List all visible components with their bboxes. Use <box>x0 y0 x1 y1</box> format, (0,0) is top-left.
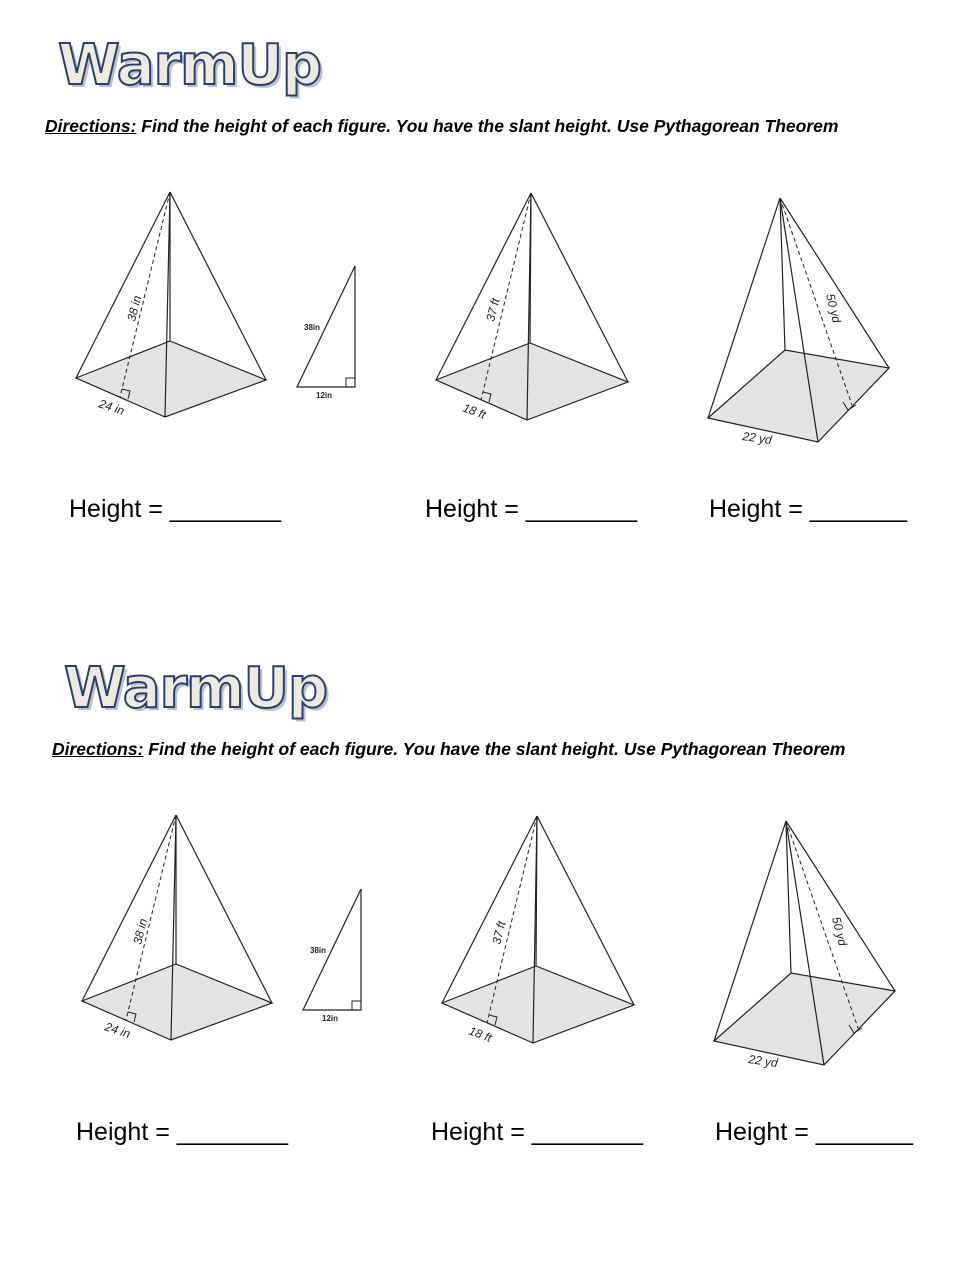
height-answer-3[interactable]: Height = _______ <box>709 495 908 523</box>
right-triangle <box>297 266 355 400</box>
base-label-1: 24 in <box>103 1019 133 1041</box>
height-answer-1[interactable]: Height = ________ <box>76 1118 288 1146</box>
pyramid-1 <box>82 815 272 1041</box>
directions-label: Directions: <box>52 739 144 759</box>
directions-text: Find the height of each figure. You have the slant height. Use Pythagorean Theorem <box>136 116 839 136</box>
base-label-3: 22 yd <box>741 429 773 448</box>
base-label-2: 18 ft <box>466 1023 494 1045</box>
triangle-leg-label: 12in <box>322 1014 339 1023</box>
warmup-section-2 <box>0 623 979 1253</box>
base-label-2: 18 ft <box>460 400 488 422</box>
height-answer-2[interactable]: Height = ________ <box>425 495 637 523</box>
slant-label-1: 38 in <box>124 294 145 323</box>
pyramid-3 <box>714 821 895 1070</box>
warmup-title: WarmUp <box>64 656 328 721</box>
warmup-title: WarmUp <box>58 33 322 98</box>
base-label-1: 24 in <box>97 396 127 418</box>
height-answer-3[interactable]: Height = _______ <box>715 1118 914 1146</box>
triangle-leg-label: 12in <box>316 391 333 400</box>
slant-label-3: 50 yd <box>823 292 844 325</box>
pyramid-2 <box>442 816 634 1045</box>
height-answer-2[interactable]: Height = ________ <box>431 1118 643 1146</box>
slant-label-2: 37 ft <box>489 919 509 946</box>
pyramid-2 <box>436 193 628 422</box>
base-label-3: 22 yd <box>747 1052 779 1071</box>
triangle-hyp-label: 38in <box>304 323 321 332</box>
directions-label: Directions: <box>45 116 137 136</box>
directions-text: Find the height of each figure. You have the slant height. Use Pythagorean Theorem <box>143 739 846 759</box>
pyramid-figures <box>0 0 979 630</box>
slant-label-2: 37 ft <box>483 296 503 323</box>
pyramid-figures <box>0 623 979 1253</box>
pyramid-3 <box>708 198 889 447</box>
triangle-hyp-label: 38in <box>310 946 327 955</box>
slant-label-3: 50 yd <box>829 915 850 948</box>
height-answer-1[interactable]: Height = ________ <box>69 495 281 523</box>
warmup-section-1 <box>0 0 979 630</box>
slant-label-1: 38 in <box>130 917 151 946</box>
right-triangle <box>303 889 361 1023</box>
pyramid-1 <box>76 192 266 418</box>
